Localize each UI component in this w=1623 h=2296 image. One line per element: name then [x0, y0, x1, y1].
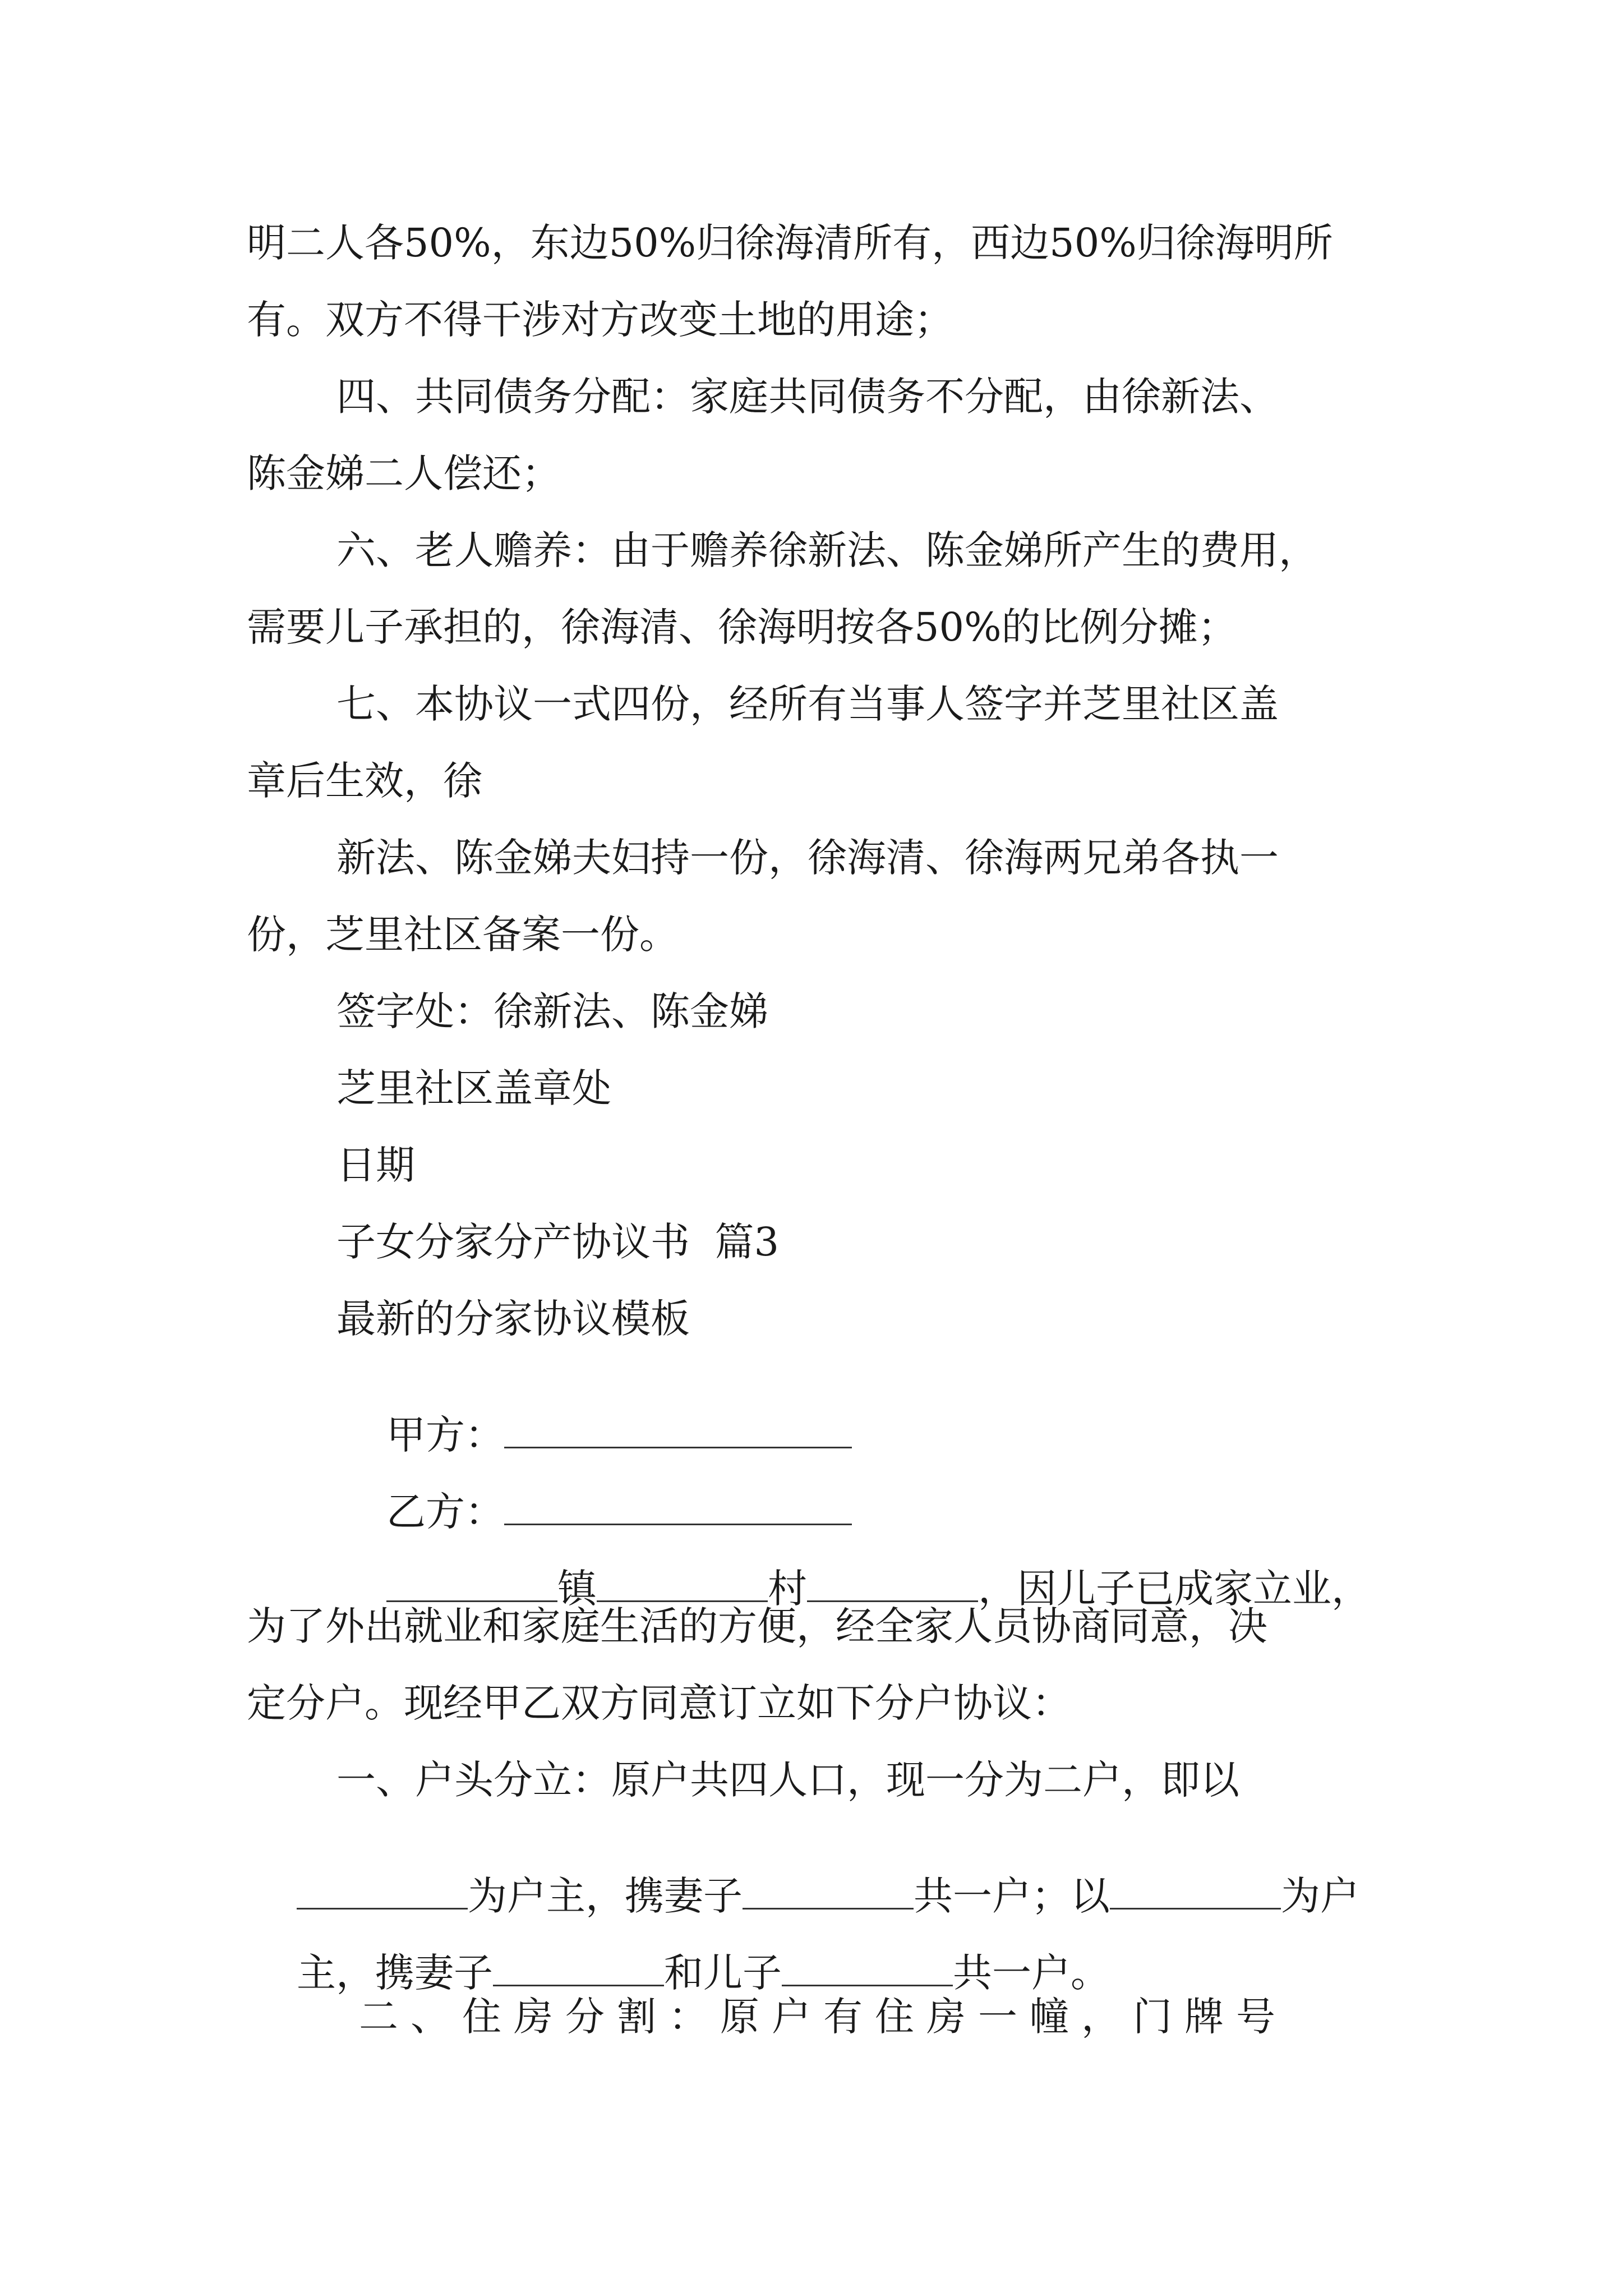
text-line: 需要儿子承担的，徐海清、徐海明按各50%的比例分摊；	[247, 604, 1237, 650]
party-a-blank	[504, 1442, 852, 1448]
son-blank	[782, 1980, 953, 1986]
clause-2: 二、住房分割：原户有住房一幢，门牌号	[359, 1994, 1288, 2040]
seal-line: 芝里社区盖章处	[336, 1065, 611, 1111]
text-line: 明二人各50%，东边50%归徐海清所有，西边50%归徐海明所	[247, 220, 1333, 266]
text-line: 陈金娣二人偿还；	[247, 450, 561, 496]
clause-7: 七、本协议一式四份，经所有当事人签字并芝里社区盖	[336, 681, 1279, 727]
text-line: 章后生效，徐	[247, 758, 482, 804]
wife2-blank	[493, 1980, 664, 1986]
village-blank	[597, 1596, 768, 1602]
text-span: 和儿子	[664, 1950, 782, 1996]
party-b-blank	[504, 1519, 852, 1525]
clause-1: 一、户头分立：原户共四人口，现一分为二户，即以	[336, 1757, 1239, 1803]
text-span: 为户主，携妻子	[468, 1873, 743, 1919]
text-line: 为了外出就业和家庭生活的方便，经全家人员协商同意，决	[247, 1603, 1267, 1649]
text-span: 主，携妻子	[297, 1950, 494, 1996]
location-text: ，因儿子已成家立业，	[978, 1566, 1371, 1612]
village-label: 村	[768, 1566, 808, 1612]
section-heading: 子女分家分产协议书 篇3	[336, 1219, 780, 1265]
town-blank	[386, 1596, 557, 1602]
town-label: 镇	[557, 1566, 597, 1612]
party-a-label: 甲方：	[386, 1412, 505, 1458]
text-span: 共一户。	[953, 1950, 1110, 1996]
text-span: 为户	[1281, 1873, 1360, 1919]
wife1-blank	[743, 1903, 914, 1910]
name-blank	[807, 1596, 978, 1602]
template-title: 最新的分家协议模板	[336, 1296, 690, 1342]
text-line: 份，芝里社区备案一份。	[247, 912, 679, 958]
date-label: 日期	[336, 1142, 415, 1188]
signature-line: 签字处：徐新法、陈金娣	[336, 988, 768, 1034]
text-line: 定分户。现经甲乙双方同意订立如下分户协议：	[247, 1680, 1071, 1726]
clause-4: 四、共同债务分配：家庭共同债务不分配，由徐新法、	[336, 374, 1279, 420]
text-line: 有。双方不得干涉对方改变土地的用途；	[247, 297, 953, 343]
head1-blank	[297, 1903, 468, 1910]
clause-6: 六、老人赡养：由于赡养徐新法、陈金娣所产生的费用，	[336, 527, 1318, 573]
party-b-label: 乙方：	[386, 1489, 505, 1535]
head2-blank	[1110, 1903, 1281, 1910]
text-line: 新法、陈金娣夫妇持一份，徐海清、徐海两兄弟各执一	[336, 835, 1279, 881]
text-span: 共一户；以	[914, 1873, 1110, 1919]
